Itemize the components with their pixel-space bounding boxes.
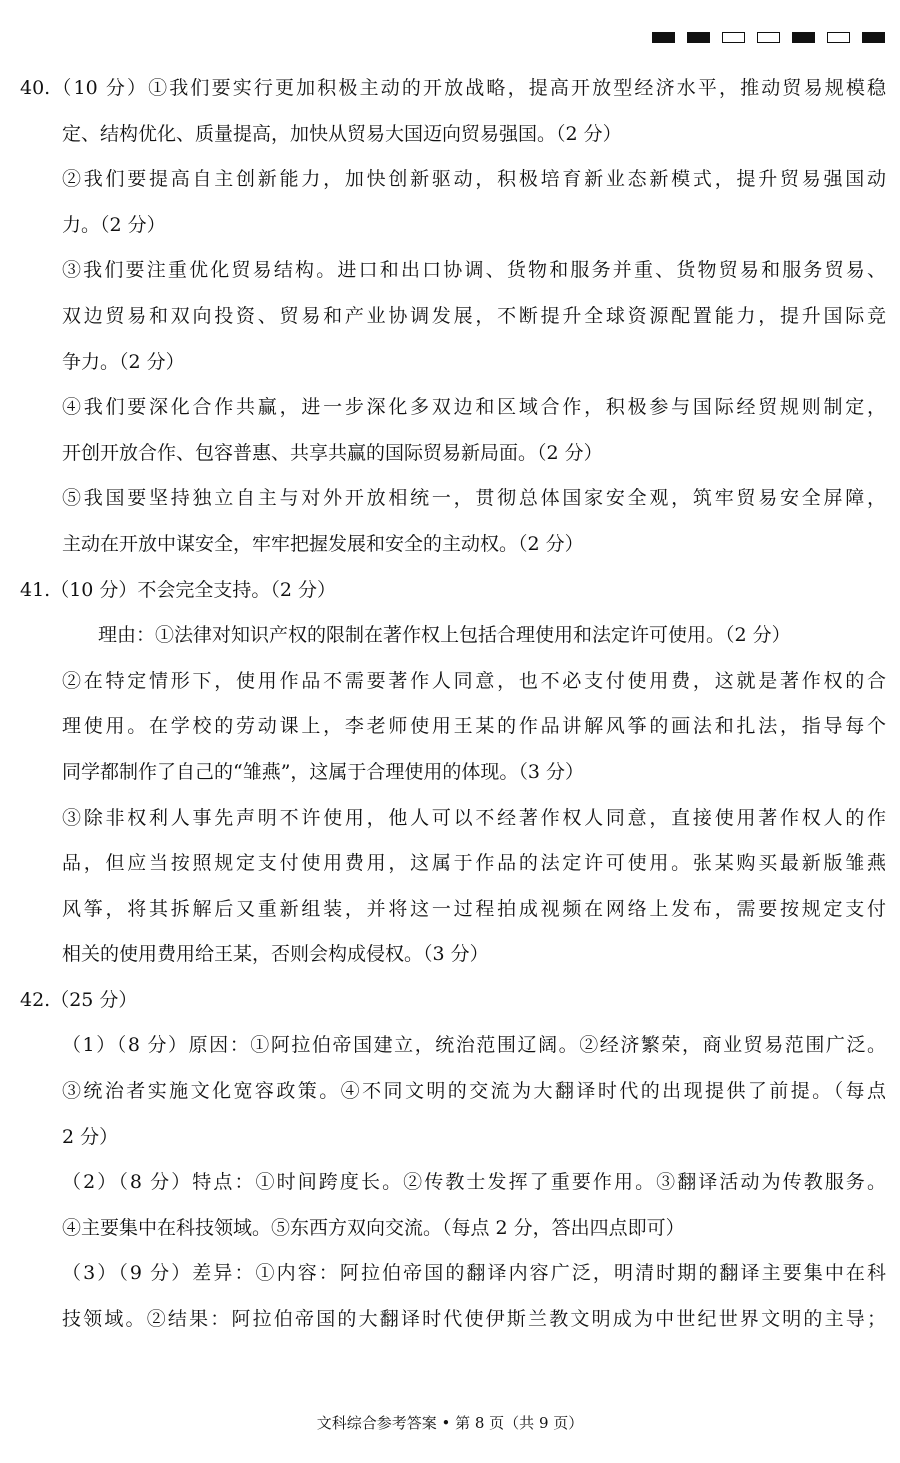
- q40-line: 40.（10 分）①我们要实行更加积极主动的开放战略，提高开放型经济水平，推动贸易规模稳: [20, 77, 886, 99]
- q42-line: ③统治者实施文化宽容政策。④不同文明的交流为大翻译时代的出现提供了前提。（每点: [62, 1080, 886, 1103]
- q40-line: ②我们要提高自主创新能力，加快创新驱动，积极培育新业态新模式，提升贸易强国动: [62, 168, 886, 191]
- q41-line: 41.（10 分）不会完全支持。（2 分）: [20, 578, 337, 601]
- corner-mark: [722, 32, 745, 43]
- q41-line: 风筝，将其拆解后又重新组装，并将这一过程拍成视频在网络上发布，需要按规定支付: [62, 897, 886, 920]
- corner-mark: [862, 32, 885, 43]
- q41-line: 理由：①法律对知识产权的限制在著作权上包括合理使用和法定许可使用。（2 分）: [98, 624, 791, 647]
- q41-line: 品，但应当按照规定支付使用费用，这属于作品的法定许可使用。张某购买最新版雏燕: [62, 852, 886, 875]
- corner-mark: [687, 32, 710, 43]
- corner-mark: [757, 32, 780, 43]
- q41-line: 同学都制作了自己的“雏燕”，这属于合理使用的体现。（3 分）: [62, 760, 585, 783]
- q40-line: 争力。（2 分）: [62, 350, 185, 373]
- q42-line: 2 分）: [62, 1125, 119, 1148]
- q40-line: ⑤我国要坚持独立自主与对外开放相统一，贯彻总体国家安全观，筑牢贸易安全屏障，: [62, 487, 886, 510]
- q40-line: 力。（2 分）: [62, 213, 166, 236]
- answer-text: [20, 66, 886, 1343]
- q40-line: ③我们要注重优化贸易结构。进口和出口协调、货物和服务并重、货物贸易和服务贸易、: [62, 259, 886, 282]
- q42-line: （1）（8 分）原因：①阿拉伯帝国建立，统治范围辽阔。②经济繁荣，商业贸易范围广泛。: [62, 1034, 886, 1057]
- q42-line: 技领域。②结果：阿拉伯帝国的大翻译时代使伊斯兰教文明成为中世纪世界文明的主导；: [62, 1308, 886, 1331]
- corner-marks: [652, 32, 885, 43]
- q41-line: ②在特定情形下，使用作品不需要著作人同意，也不必支付使用费，这就是著作权的合: [62, 669, 886, 692]
- q40-line: 双边贸易和双向投资、贸易和产业协调发展，不断提升全球资源配置能力，提升国际竞: [62, 304, 886, 327]
- q40-line: ④我们要深化合作共赢，进一步深化多双边和区域合作，积极参与国际经贸规则制定，: [62, 396, 886, 419]
- q41-line: 相关的使用费用给王某，否则会构成侵权。（3 分）: [62, 943, 489, 966]
- q40-line: 主动在开放中谋安全，牢牢把握发展和安全的主动权。（2 分）: [62, 532, 584, 555]
- q42-line: （3）（9 分）差异：①内容：阿拉伯帝国的翻译内容广泛，明清时期的翻译主要集中在科: [62, 1262, 886, 1285]
- q41-line: 理使用。在学校的劳动课上，李老师使用王某的作品讲解风筝的画法和扎法，指导每个: [62, 715, 886, 738]
- q42-line: （2）（8 分）特点：①时间跨度长。②传教士发挥了重要作用。③翻译活动为传教服务。: [62, 1171, 886, 1194]
- q40-line: 开创开放合作、包容普惠、共享共赢的国际贸易新局面。（2 分）: [62, 441, 603, 464]
- q42-line: ④主要集中在科技领域。⑤东西方双向交流。（每点 2 分，答出四点即可）: [62, 1216, 685, 1239]
- corner-mark: [827, 32, 850, 43]
- q42-line: 42.（25 分）: [20, 988, 138, 1011]
- q40-line: 定、结构优化、质量提高，加快从贸易大国迈向贸易强国。（2 分）: [62, 122, 622, 145]
- page-footer: 文科综合参考答案 • 第 8 页（共 9 页）: [316, 1414, 584, 1432]
- q41-line: ③除非权利人事先声明不许使用，他人可以不经著作权人同意，直接使用著作权人的作: [62, 806, 886, 829]
- corner-mark: [792, 32, 815, 43]
- corner-mark: [652, 32, 675, 43]
